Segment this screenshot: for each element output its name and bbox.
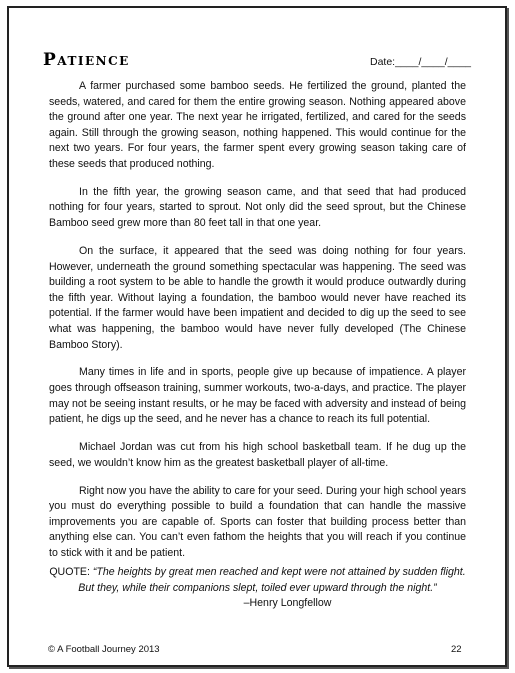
paragraph-3: On the surface, it appeared that the seed was doing nothing for four years. However, underneath the ground something spectacular was happening. The seed was building a root system to be able to handle the growth it would produce outwardly during the fifth year. Without laying a foundation, the bamboo would never have reached its potential. If the farmer would have been impatient and decided to dig up the seed to see what was happening, the bamboo would have never fully developed (The Chinese Bamboo Story). bbox=[49, 244, 466, 351]
page-title: Patience bbox=[43, 50, 130, 70]
page-number: 22 bbox=[451, 644, 462, 655]
date-field: Date:____/____/____ bbox=[370, 56, 472, 68]
paragraph-1: A farmer purchased some bamboo seeds. He fertilized the ground, planted the seeds, watered, and cared for them the entire growing season. Nothing appeared above the ground after one year. The next year he irrigated, fertilized, and cared for the seeds again. Still through the growing season, nothing happened. This would continue for the next two years. For four years, the farmer spent every growing season taking care of these seeds that produced nothing. bbox=[49, 80, 466, 170]
quote-attribution: –Henry Longfellow bbox=[243, 597, 332, 610]
quote-text-2: But they, while their companions slept, toiled ever upward through the night.” bbox=[78, 581, 437, 594]
paragraph-6: Right now you have the ability to care for your seed. During your high school years you must do everything possible to build a foundation that can handle the massive improvements you are capable of. Sports can foster that building process better than anything else can. You can’t even fathom the heights that you will reach if you continue to stick with it and be patient. bbox=[49, 484, 466, 559]
quote-label: QUOTE: bbox=[49, 566, 93, 578]
paragraph-5: Michael Jordan was cut from his high school basketball team. If he dug up the seed, we wouldn’t know him as the greatest basketball player of all-time. bbox=[49, 441, 466, 469]
quote-line-1 bbox=[49, 565, 466, 581]
quote-block bbox=[49, 565, 466, 612]
paragraph-2: In the fifth year, the growing season came, and that seed that had produced nothing for four years, started to sprout. Not only did the seed sprout, but the Chinese Bamboo seed grew more than 80 feet tall in that one year. bbox=[49, 185, 466, 230]
body-text bbox=[49, 79, 466, 574]
quote-text-1: “The heights by great men reached and kept were not attained by sudden flight. bbox=[92, 566, 466, 578]
footer-copyright: © A Football Journey 2013 bbox=[48, 644, 160, 655]
paragraph-4: Many times in life and in sports, people give up because of impatience. A player goes through offseason training, summer workouts, two-a-days, and practice. The player may not be seeing instant results, or he may be faced with adversity and instead of being patient, he digs up the seed, and he never has a chance to reach its full potential. bbox=[49, 366, 466, 426]
